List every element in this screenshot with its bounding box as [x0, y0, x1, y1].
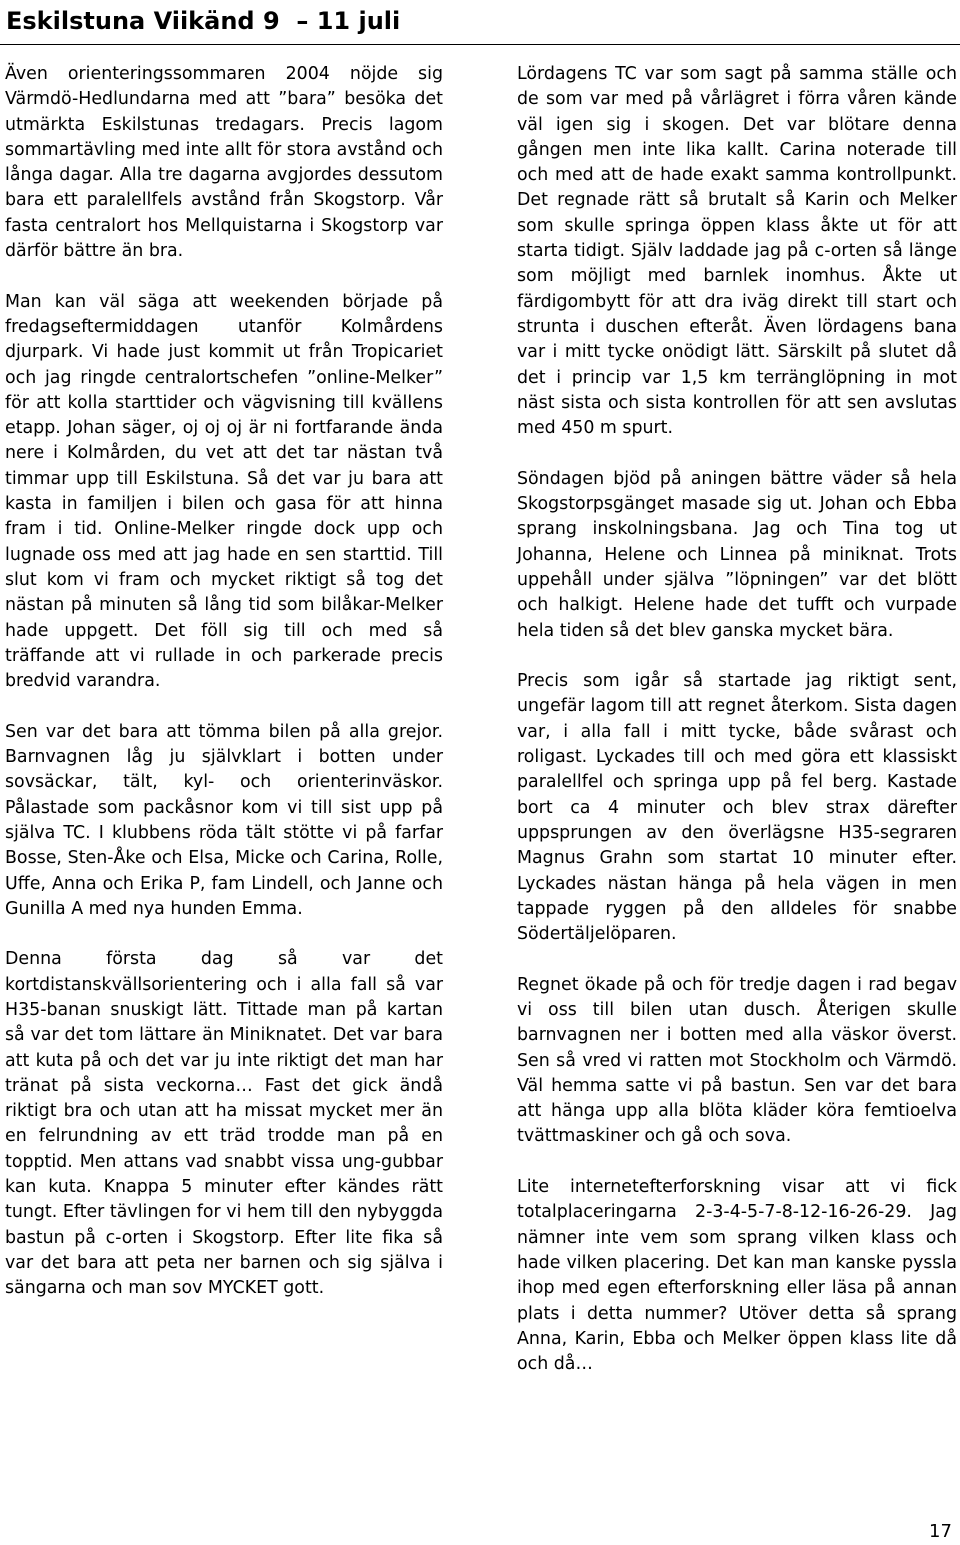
- paragraph: Lördagens TC var som sagt på samma ställe och de som var med på vårlägret i förra våren kände väl igen sig i skogen. Det var blötare denna gången men inte lika kallt. Carina noterade till och med att de hade exakt samma kontrollpunkt. Det regnade rätt så brutalt så Karin och Melker som skulle springa öppen klass åkte ut för att starta tidigt. Själv laddade jag på c-orten så länge som möjligt med barnlek inomhus. Åkte ut färdigombytt för att dra iväg direkt till start och strunta i duschen efteråt. Även lördagens bana var i mitt tycke onödigt lätt. Särskilt på slutet då det i princip var 1,5 km terränglöpning in mot näst sista och sista kontrollen för att sen avslutas med 450 m spurt.: [517, 64, 957, 439]
- title-bar: [0, 0, 960, 45]
- paragraph: Sen var det bara att tömma bilen på alla grejor. Barnvagnen låg ju självklart i botten under sovsäckar, tält, kyl- och orienterinväskor. Pålastade som packåsnor kom vi till sist upp på själva TC. I klubbens röda tält stötte vi på farfar Bosse, Sten-Åke och Elsa, Micke och Carina, Rolle, Uffe, Anna och Erika P, fam Lindell, och Janne och Gunilla A med nya hunden Emma.: [5, 721, 443, 919]
- paragraph: Lite internetefterforskning visar att vi fick totalplaceringarna 2-3-4-5-7-8-12-16-26-29. Jag nämner inte vem som sprang vilken klass och hade vilken placering. Det kan man kanske pyssla ihop med egen efterforskning eller läsa på annan plats i detta nummer? Utöver detta så sprang Anna, Karin, Ebba och Melker öppen klass lite då och då…: [517, 1177, 957, 1375]
- paragraph: Även orienteringssommaren 2004 nöjde sig Värmdö-Hedlundarna med att ”bara” besöka det utmärkta Eskilstunas tredagars. Precis lagom sommartävling med inte allt för stora avstånd och långa dagar. Alla tre dagarna avgjordes dessutom bara ett paralellfels avstånd från Skogstorp. Vår fasta centralort hos Mellquistarna i Skogstorp var därför bättre än bra.: [5, 64, 443, 262]
- paragraph: Man kan väl säga att weekenden började på fredagseftermiddagen utanför Kolmårdens djurpark. Vi hade just kommit ut från Tropicariet och jag ringde centralortschefen ”online-Melker” för att kolla starttider och vägvisning till kvällens etapp. Johan säger, oj oj oj är ni fortfarande ända nere i Kolmården, du vet att det tar nästan två timmar upp till Eskilstuna. Så det var ju bara att kasta in familjen i bilen och gasa för att hinna fram i tid. Online-Melker ringde dock upp och lugnade oss med att jag hade en sen starttid. Till slut kom vi fram och mycket riktigt så tog det nästan på minuten så lång tid som bilåkar-Melker hade uppgett. Det föll sig till och med så träffande att vi rullade in och parkerade precis bredvid varandra.: [5, 291, 443, 692]
- left-column: [5, 62, 443, 1302]
- article-title: Eskilstuna Viikänd 9 – 11 juli: [6, 7, 401, 35]
- paragraph: Denna första dag så var det kortdistanskvällsorientering och i alla fall så var H35-banan snuskigt lätt. Tittade man på kartan så var det tom lättare än Miniknatet. Det var bara att kuta på och det var ju inte riktigt det man har tränat på sista veckorna… Fast det gick ändå riktigt bra och utan att ha missat mycket mer än en felrundning av ett träd trodde man på en topptid. Men attans vad snabbt vissa ung-gubbar kan kuta. Knappa 5 minuter efter kändes rätt tungt. Efter tävlingen for vi hem till den nybyggda bastun på c-orten i Skogstorp. Efter lite fika så var det bara att peta ner barnen och sig själva i sängarna och man sov MYCKET gott.: [5, 949, 443, 1299]
- paragraph: Precis som igår så startade jag riktigt sent, ungefär lagom till att regnet återkom. Sista dagen var, i alla fall i mitt tycke, både svårast och roligast. Lyckades till och med göra ett klassiskt paralellfel och springa upp på fel berg. Kastade bort ca 4 minuter och blev strax därefter uppsprungen av den överlägsne H35-segraren Magnus Grahn som startat 10 minuter efter. Lyckades nästan hänga på hela vägen in men tappade ryggen på den alldeles för snabbe Södertäljelöparen.: [517, 671, 957, 945]
- paragraph: Söndagen bjöd på aningen bättre väder så hela Skogstorpsgänget masade sig ut. Johan och Ebba sprang inskolningsbana. Jag och Tina tog ut Johanna, Helene och Linnea på miniknat. Trots uppehåll under själva ”löpningen” var det blött och halkigt. Helene hade det tufft och vurpade hela tiden så det blev ganska mycket bära.: [517, 468, 957, 641]
- right-column: [517, 62, 957, 1377]
- paragraph: Regnet ökade på och för tredje dagen i rad begav vi oss till bilen utan dusch. Återigen skulle barnvagnen ner i botten med alla väskor överst. Sen så vred vi ratten mot Stockholm och Värmdö. Väl hemma satte vi på bastun. Sen var det bara att hänga upp alla blöta kläder köra femtioelva tvättmaskiner och gå och sova.: [517, 974, 957, 1147]
- page-number: 17: [929, 1521, 952, 1542]
